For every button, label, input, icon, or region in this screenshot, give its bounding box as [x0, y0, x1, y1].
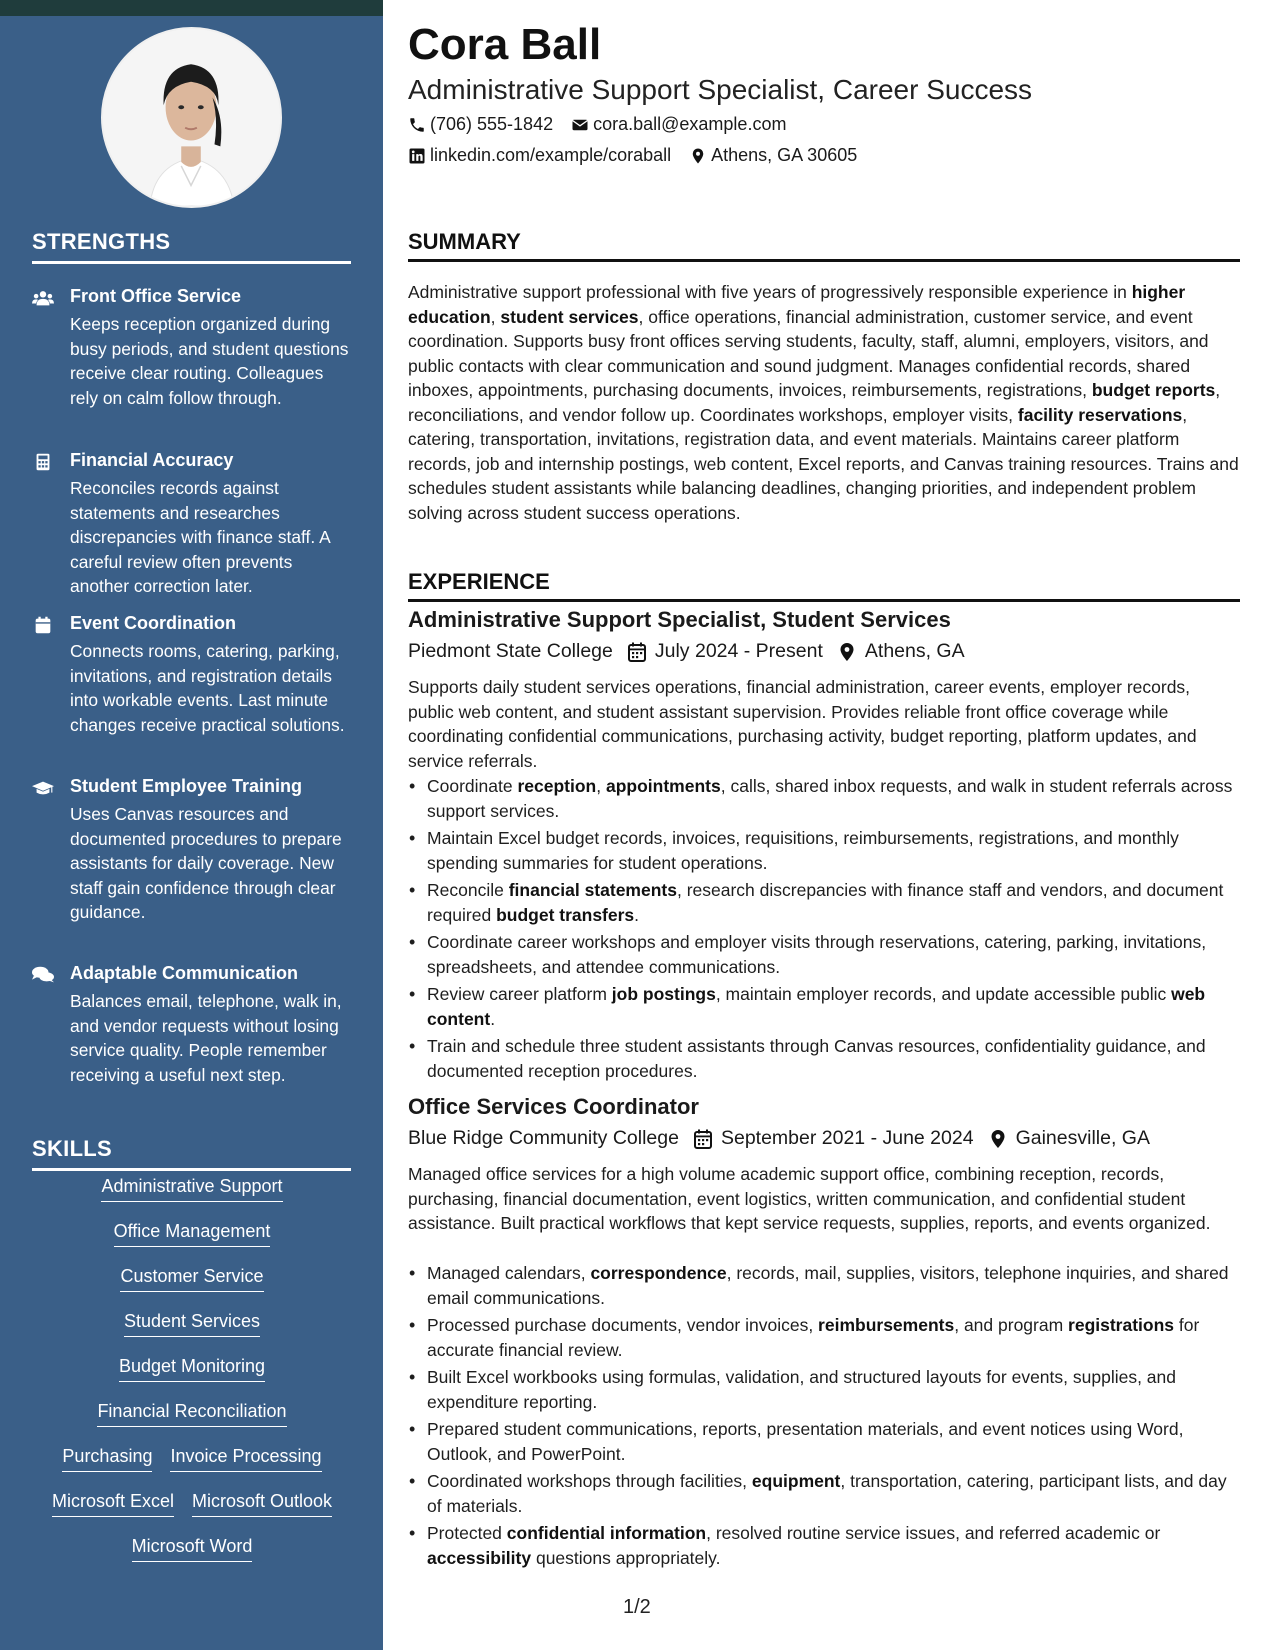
job-org: Blue Ridge Community College — [408, 1127, 679, 1149]
bullet-segment: , resolved routine service issues, and referred academic or — [706, 1523, 1161, 1543]
strength-title: Financial Accuracy — [70, 450, 234, 470]
bullet-segment-bold: appointments — [606, 776, 721, 796]
profile-photo — [101, 27, 282, 208]
strength-title: Adaptable Communication — [70, 963, 299, 983]
bullet-segment: Prepared student communications, reports, presentation materials, and event notices using Word, Outlook, and PowerPoint. — [427, 1419, 1184, 1464]
strength-title: Front Office Service — [70, 286, 242, 306]
job-bullet — [408, 1417, 1240, 1466]
phone-text: (706) 555-1842 — [430, 114, 554, 134]
bullet-segment: , transportation, catering, participant lists, and day of materials. — [427, 1471, 1227, 1516]
bullet-segment: , maintain employer records, and update accessible public — [715, 984, 1172, 1004]
phone-contact — [408, 114, 553, 135]
job-description: Supports daily student services operations, financial administration, career events, employer records, public web content, and student assistant supervision. Provides reliable front office coverage while coordinating confidential communications, purchasing activity, budget reporting, platform updates, and service referrals. — [408, 677, 1197, 771]
skill-tag: Student Services — [124, 1311, 260, 1337]
strength-description: Reconciles records against statements and researches discrepancies with finance staff. A careful review often prevents another correction later. — [70, 478, 330, 596]
page-number: 1/2 — [623, 1596, 651, 1618]
skill-tag: Office Management — [114, 1221, 271, 1247]
summary-text — [408, 280, 1240, 525]
skill-tag: Administrative Support — [101, 1176, 282, 1202]
bullet-segment: Managed calendars, — [427, 1263, 591, 1283]
email-contact[interactable] — [571, 114, 786, 135]
job-bullet — [408, 930, 1240, 979]
sidebar — [0, 0, 383, 1650]
map-pin-icon — [837, 642, 857, 662]
bullet-segment-bold: confidential information — [506, 1523, 707, 1543]
skill-tag: Customer Service — [120, 1266, 263, 1292]
summary-segment: Administrative support professional with five years of progressively responsible experience in — [408, 282, 1132, 302]
job-bullet — [408, 878, 1240, 927]
strength-title: Student Employee Training — [70, 776, 303, 796]
strength-description: Uses Canvas resources and documented procedures to prepare assistants for daily coverage. New staff gain confidence through clear guidance. — [70, 804, 342, 922]
bullet-segment: Maintain Excel budget records, invoices, requisitions, reimbursements, registrations, and monthly spending summaries for student operations. — [427, 828, 1179, 873]
bullet-segment: , records, mail, supplies, visitors, telephone inquiries, and shared email communications. — [427, 1263, 1229, 1308]
bullet-segment: Review career platform — [427, 984, 612, 1004]
sidebar-top-bar — [0, 0, 383, 16]
email-text[interactable]: cora.ball@example.com — [593, 114, 787, 134]
bullet-segment-bold: job postings — [611, 984, 716, 1004]
job-bullet — [408, 826, 1240, 875]
job-bullet — [408, 982, 1240, 1031]
bullet-segment-bold: registrations — [1068, 1315, 1175, 1335]
job-title: Administrative Support Specialist, Student Services — [408, 607, 951, 632]
map-pin-icon — [689, 147, 707, 165]
strength-description: Keeps reception organized during busy periods, and student questions receive clear routing. Colleagues rely on calm follow through. — [70, 314, 349, 408]
job-dates: September 2021 - June 2024 — [720, 1127, 974, 1149]
bullet-segment: . — [634, 904, 640, 925]
linkedin-text[interactable]: linkedin.com/example/coraball — [430, 145, 672, 165]
bullet-segment-bold: financial statements — [508, 880, 677, 900]
bullet-segment: Built Excel workbooks using formulas, validation, and structured layouts for events, supplies, and expenditure reporting. — [427, 1367, 1176, 1412]
skill-tag: Financial Reconciliation — [97, 1401, 286, 1427]
chat-bubbles-icon — [32, 966, 58, 986]
summary-segment: , office operations, financial administration, customer service, and event coordination. Supports busy front offices serving students, faculty, staff, alumni, employers, visitors, and public contacts with clear communication and sound judgment. Manages confidential records, shared inboxes, appointments, purchasing documents, invoices, reimbursements, registrations, — [408, 306, 1209, 400]
bullet-segment-bold: budget transfers — [496, 904, 635, 925]
bullet-segment-bold: accessibility — [427, 1547, 532, 1568]
bullet-segment: Coordinated workshops through facilities, — [427, 1471, 752, 1491]
bullet-segment-bold: correspondence — [590, 1263, 727, 1283]
envelope-icon — [571, 116, 589, 134]
job-bullet — [408, 1313, 1240, 1362]
bullet-segment: Reconcile — [427, 880, 509, 900]
location-text: Athens, GA 30605 — [711, 145, 858, 165]
job-meta — [408, 1127, 1150, 1150]
bullet-segment: , — [596, 776, 606, 796]
contact-row — [408, 145, 857, 166]
summary-segment-bold: higher education — [408, 282, 1186, 327]
calendar-icon — [32, 616, 58, 636]
skill-tag: Microsoft Excel — [52, 1491, 174, 1517]
summary-heading: SUMMARY — [408, 229, 1240, 262]
job-bullets — [408, 774, 1240, 1086]
bullet-segment: questions appropriately. — [531, 1547, 721, 1568]
summary-segment: , catering, transportation, invitations, registration data, and event materials. Maintains career platform records, job and internship postings, web content, Excel reports, and Canvas training resources. Trains and schedules student assistants while balancing deadlines, changing priorities, and independent problem solving across student success operations. — [408, 404, 1239, 523]
calendar-icon — [693, 1129, 713, 1149]
skills-list — [32, 1176, 352, 1581]
bullet-segment: . — [490, 1008, 496, 1029]
strength-title: Event Coordination — [70, 613, 236, 633]
job-bullet — [408, 1034, 1240, 1083]
summary-segment-bold: student services — [500, 306, 639, 327]
skill-tag: Microsoft Word — [132, 1536, 253, 1562]
job-meta — [408, 640, 965, 663]
contact-row — [408, 114, 786, 135]
experience-heading: EXPERIENCE — [408, 569, 1240, 602]
bullet-segment-bold: reception — [517, 776, 597, 796]
linkedin-contact[interactable] — [408, 145, 671, 166]
summary-segment: , reconciliations, and vendor follow up. Coordinates workshops, employer visits, — [408, 380, 1221, 425]
calculator-icon — [32, 453, 58, 473]
users-icon — [32, 289, 58, 309]
skill-tag: Purchasing — [62, 1446, 152, 1472]
person-name: Cora Ball — [408, 20, 602, 69]
bullet-segment-bold: web content — [427, 984, 1206, 1029]
job-bullets — [408, 1261, 1240, 1573]
job-bullet — [408, 1521, 1240, 1570]
person-headline: Administrative Support Specialist, Career Success — [408, 74, 1033, 105]
bullet-segment: , calls, shared inbox requests, and walk in student referrals across support services. — [427, 776, 1233, 821]
bullet-segment-bold: reimbursements — [818, 1315, 955, 1335]
strengths-heading: STRENGTHS — [32, 229, 351, 264]
phone-icon — [408, 116, 426, 134]
bullet-segment: Protected — [427, 1523, 507, 1543]
bullet-segment: Coordinate career workshops and employer visits through reservations, catering, parking, invitations, spreadsheets, and attendee communications. — [427, 932, 1207, 977]
skills-heading: SKILLS — [32, 1136, 351, 1171]
job-bullet — [408, 1469, 1240, 1518]
bullet-segment: for accurate financial review. — [427, 1315, 1200, 1360]
job-bullet — [408, 774, 1240, 823]
linkedin-icon — [408, 147, 426, 165]
bullet-segment: , and program — [954, 1315, 1069, 1335]
bullet-segment-bold: equipment — [751, 1471, 841, 1491]
job-dates: July 2024 - Present — [654, 640, 823, 662]
skill-tag: Budget Monitoring — [119, 1356, 265, 1382]
job-title: Office Services Coordinator — [408, 1094, 699, 1119]
job-bullet — [408, 1261, 1240, 1310]
skill-tag: Microsoft Outlook — [192, 1491, 332, 1517]
job-bullet — [408, 1365, 1240, 1414]
bullet-segment: , research discrepancies with finance staff and vendors, and document required — [427, 880, 1224, 925]
bullet-segment: Train and schedule three student assistants through Canvas resources, confidentiality guidance, and documented reception procedures. — [427, 1036, 1206, 1081]
skill-tag: Invoice Processing — [170, 1446, 321, 1472]
summary-segment: , — [490, 306, 501, 327]
bullet-segment: Processed purchase documents, vendor invoices, — [427, 1315, 819, 1335]
graduation-cap-icon — [32, 779, 58, 799]
summary-segment-bold: budget reports — [1091, 380, 1216, 400]
calendar-icon — [627, 642, 647, 662]
job-org: Piedmont State College — [408, 640, 613, 662]
bullet-segment: Coordinate — [427, 776, 518, 796]
job-description: Managed office services for a high volume academic support office, combining reception, records, purchasing, financial documentation, event logistics, written communication, and confidential student assistance. Built practical workflows that kept service requests, supplies, reports, and events organized. — [408, 1164, 1211, 1233]
map-pin-icon — [988, 1129, 1008, 1149]
location-contact — [689, 145, 857, 166]
summary-segment-bold: facility reservations — [1017, 404, 1183, 425]
strength-description: Connects rooms, catering, parking, invitations, and registration details into workable events. Last minute changes receive practical solutions. — [70, 641, 345, 735]
job-location: Gainesville, GA — [1015, 1127, 1150, 1149]
strength-description: Balances email, telephone, walk in, and vendor requests without losing service quality. People remember receiving a useful next step. — [70, 991, 342, 1085]
job-location: Athens, GA — [864, 640, 965, 662]
